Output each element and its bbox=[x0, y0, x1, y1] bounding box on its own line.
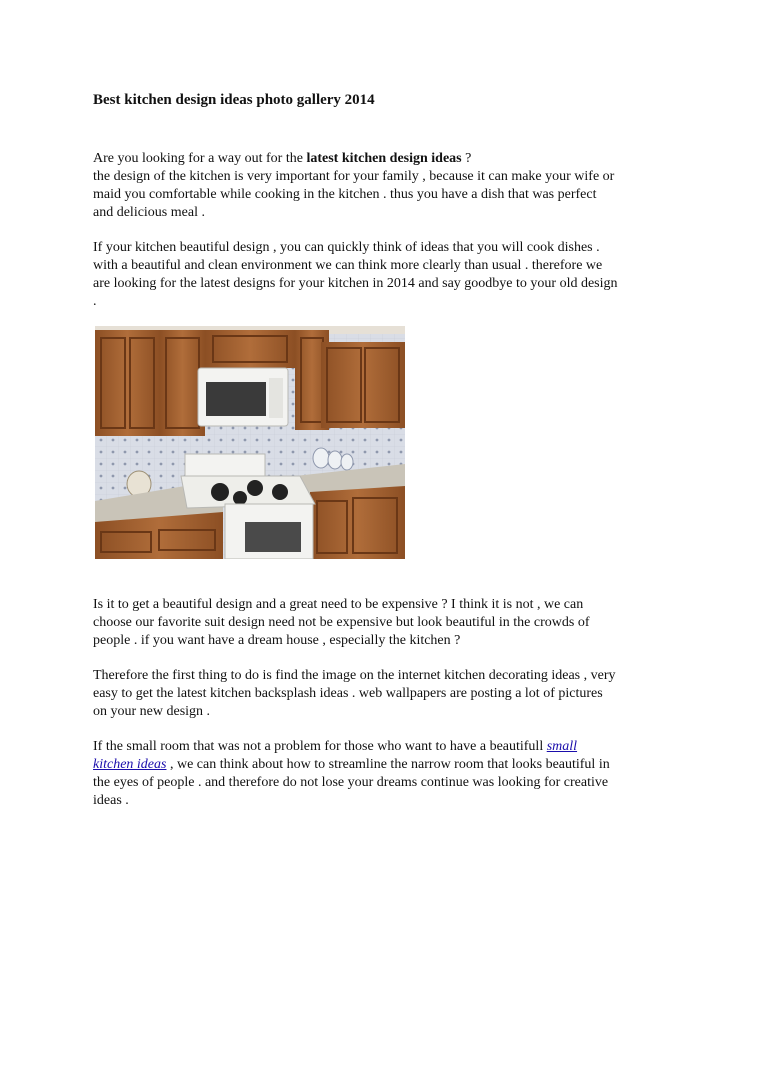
small-kitchen-ideas-link-cont[interactable]: kitchen ideas bbox=[93, 757, 167, 772]
paragraph-first-thing bbox=[93, 667, 683, 721]
small-kitchen-ideas-link[interactable]: small bbox=[546, 739, 578, 754]
text-span: If the small room that was not a problem for those who want to have a beautifull bbox=[93, 739, 547, 754]
microwave bbox=[198, 368, 288, 426]
paragraph-intro-line-3: maid you comfortable while cooking in the kitchen . thus you have a dish that was perfect bbox=[93, 187, 597, 202]
paragraph-environment-line-1: If your kitchen beautiful design , you can quickly think of ideas that you will cook dishes . bbox=[93, 240, 600, 255]
paragraph-first-thing-line-2: easy to get the latest kitchen backsplash ideas . web wallpapers are posting a lot of pictures bbox=[93, 686, 603, 701]
page-title: Best kitchen design ideas photo gallery 2014 bbox=[93, 92, 375, 108]
paragraph-small-room-line-4: ideas . bbox=[93, 793, 129, 808]
paragraph-expense-line-3: people . if you want have a dream house , especially the kitchen ? bbox=[93, 633, 461, 648]
paragraph-expense-line-1: Is it to get a beautiful design and a great need to be expensive ? I think it is not , we can bbox=[93, 597, 584, 612]
kitchen-photo bbox=[95, 326, 405, 559]
paragraph-intro-line-1 bbox=[93, 150, 683, 168]
text-span: ? bbox=[461, 151, 472, 166]
text-span: , we can think about how to streamline the narrow room that looks beautiful in bbox=[166, 757, 610, 772]
paragraph-intro bbox=[93, 150, 683, 222]
paragraph-environment bbox=[93, 239, 683, 311]
text-span: Are you looking for a way out for the bbox=[93, 151, 307, 166]
paragraph-small-room bbox=[93, 738, 683, 810]
paragraph-first-thing-line-3: on your new design . bbox=[93, 704, 211, 719]
paragraph-expense-line-2: choose our favorite suit design need not be expensive but look beautiful in the crowds of bbox=[93, 615, 590, 630]
bold-keyword: latest kitchen design ideas bbox=[306, 151, 462, 166]
paragraph-intro-line-4: and delicious meal . bbox=[93, 205, 205, 220]
paragraph-intro-line-2: the design of the kitchen is very important for your family , because it can make your wife or bbox=[93, 169, 615, 184]
paragraph-expense bbox=[93, 596, 683, 650]
paragraph-environment-line-3: are looking for the latest designs for your kitchen in 2014 and say goodbye to your old design bbox=[93, 276, 618, 291]
paragraph-environment-line-4: . bbox=[93, 294, 97, 309]
paragraph-small-room-line-2 bbox=[93, 756, 683, 774]
paragraph-environment-line-2: with a beautiful and clean environment we can think more clearly than usual . therefore we bbox=[93, 258, 603, 273]
paragraph-first-thing-line-1: Therefore the first thing to do is find the image on the internet kitchen decorating ideas , very bbox=[93, 668, 616, 683]
paragraph-small-room-line-3: the eyes of people . and therefore do not lose your dreams continue was looking for creative bbox=[93, 775, 609, 790]
paragraph-small-room-line-1 bbox=[93, 738, 683, 756]
